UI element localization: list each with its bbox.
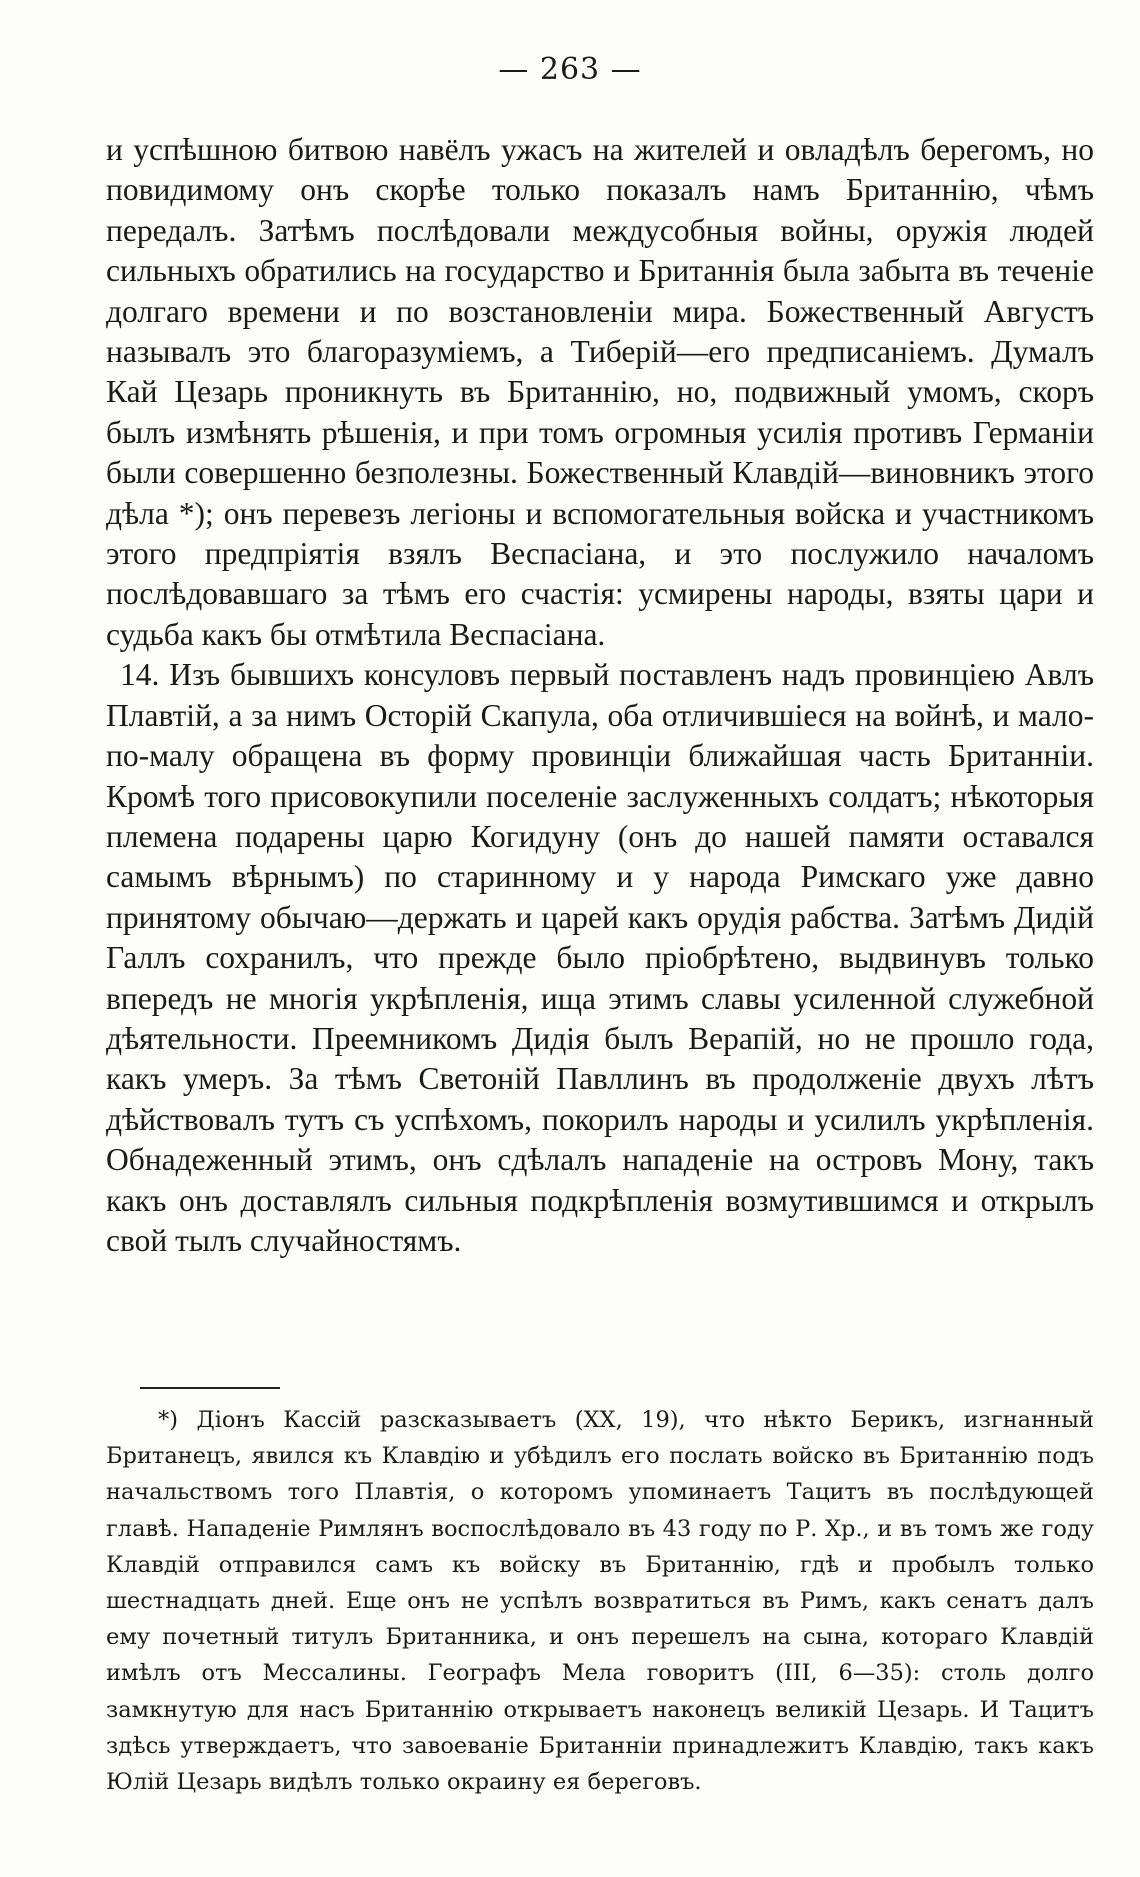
footnotes — [106, 1402, 1094, 1800]
paragraph: и успѣшною битвою навёлъ ужасъ на жителей и овладѣлъ берегомъ, но повидимому онъ скорѣе только показалъ намъ Британнію, чѣмъ передалъ. Затѣмъ послѣдовали междусобныя войны, оружія людей сильныхъ обратились на государство и Британнія была забыта въ теченіе долгаго времени и по возстановленіи мира. Божественный Августъ называлъ это благоразуміемъ, а Тиберій—его предписаніемъ. Думалъ Кай Цезарь проникнуть въ Британнію, но, подвижный умомъ, скоръ былъ измѣнять рѣшенія, и при томъ огромныя усилія противъ Германіи были совершенно безполезны. Божественный Клавдій—виновникъ этого дѣла *); онъ перевезъ легіоны и вспомогательныя войска и участникомъ этого предпріятія взялъ Веспасіана, и это послужило началомъ послѣдовавшаго за тѣмъ его счастія: усмирены народы, взяты цари и судьба какъ бы отмѣтила Веспасіана. — [106, 132, 1094, 652]
paragraph: 14. Изъ бывшихъ консуловъ первый поставленъ надъ провинціею Авлъ Плавтій, а за нимъ Осторій Скапула, оба отличившіеся на войнѣ, и мало-по-малу обращена въ форму провинціи ближайшая часть Британніи. Кромѣ того присовокупили поселеніе заслуженныхъ солдатъ; нѣкоторыя племена подарены царю Когидуну (онъ до нашей памяти оставался самымъ вѣрнымъ) по старинному и у народа Римскаго уже давно принятому обычаю—держать и царей какъ орудія рабства. Затѣмъ Дидій Галлъ сохранилъ, что прежде было пріобрѣтено, выдвинувъ только впередъ не многія укрѣпленія, ища этимъ славы усиленной служебной дѣятельности. Преемникомъ Дидія былъ Верапій, но не прошло года, какъ умеръ. За тѣмъ Светоній Павллинъ въ продолженіе двухъ лѣтъ дѣйствовалъ тутъ съ успѣхомъ, покорилъ народы и усилилъ укрѣпленія. Обнадеженный этимъ, онъ сдѣлалъ нападеніе на островъ Мону, такъ какъ онъ доставлялъ сильныя подкрѣпленія возмутившимся и открылъ свой тылъ случайностямъ. — [106, 657, 1094, 1258]
footnote: *) Діонъ Кассій разсказываетъ (XX, 19), что нѣкто Берикъ, изгнанный Британецъ, явился къ Клавдію и убѣдилъ его послать войско въ Британнію подъ начальствомъ того Плавтія, о которомъ упоминаетъ Тацитъ въ послѣдующей главѣ. Нападеніе Римлянъ воспослѣдовало въ 43 году по Р. Хр., и въ томъ же году Клавдій отправился самъ къ войску въ Британнію, гдѣ и пробылъ только шестнадцать дней. Еще онъ не успѣлъ возвратиться въ Римъ, какъ сенатъ далъ ему почетный титулъ Британника, и онъ перешелъ на сына, котораго Клавдій имѣлъ отъ Мессалины. Географъ Мела говоритъ (III, 6—35): столь долго замкнутую для насъ Британнію открываетъ наконецъ великій Цезарь. И Тацитъ здѣсь утверждаетъ, что завоеваніе Британніи принадлежитъ Клавдію, такъ какъ Юлій Цезарь видѣлъ только окраину ея береговъ. — [106, 1407, 1094, 1796]
main-text — [106, 130, 1094, 1261]
page-number: — 263 — — [498, 52, 642, 87]
footnote-divider — [140, 1387, 280, 1389]
